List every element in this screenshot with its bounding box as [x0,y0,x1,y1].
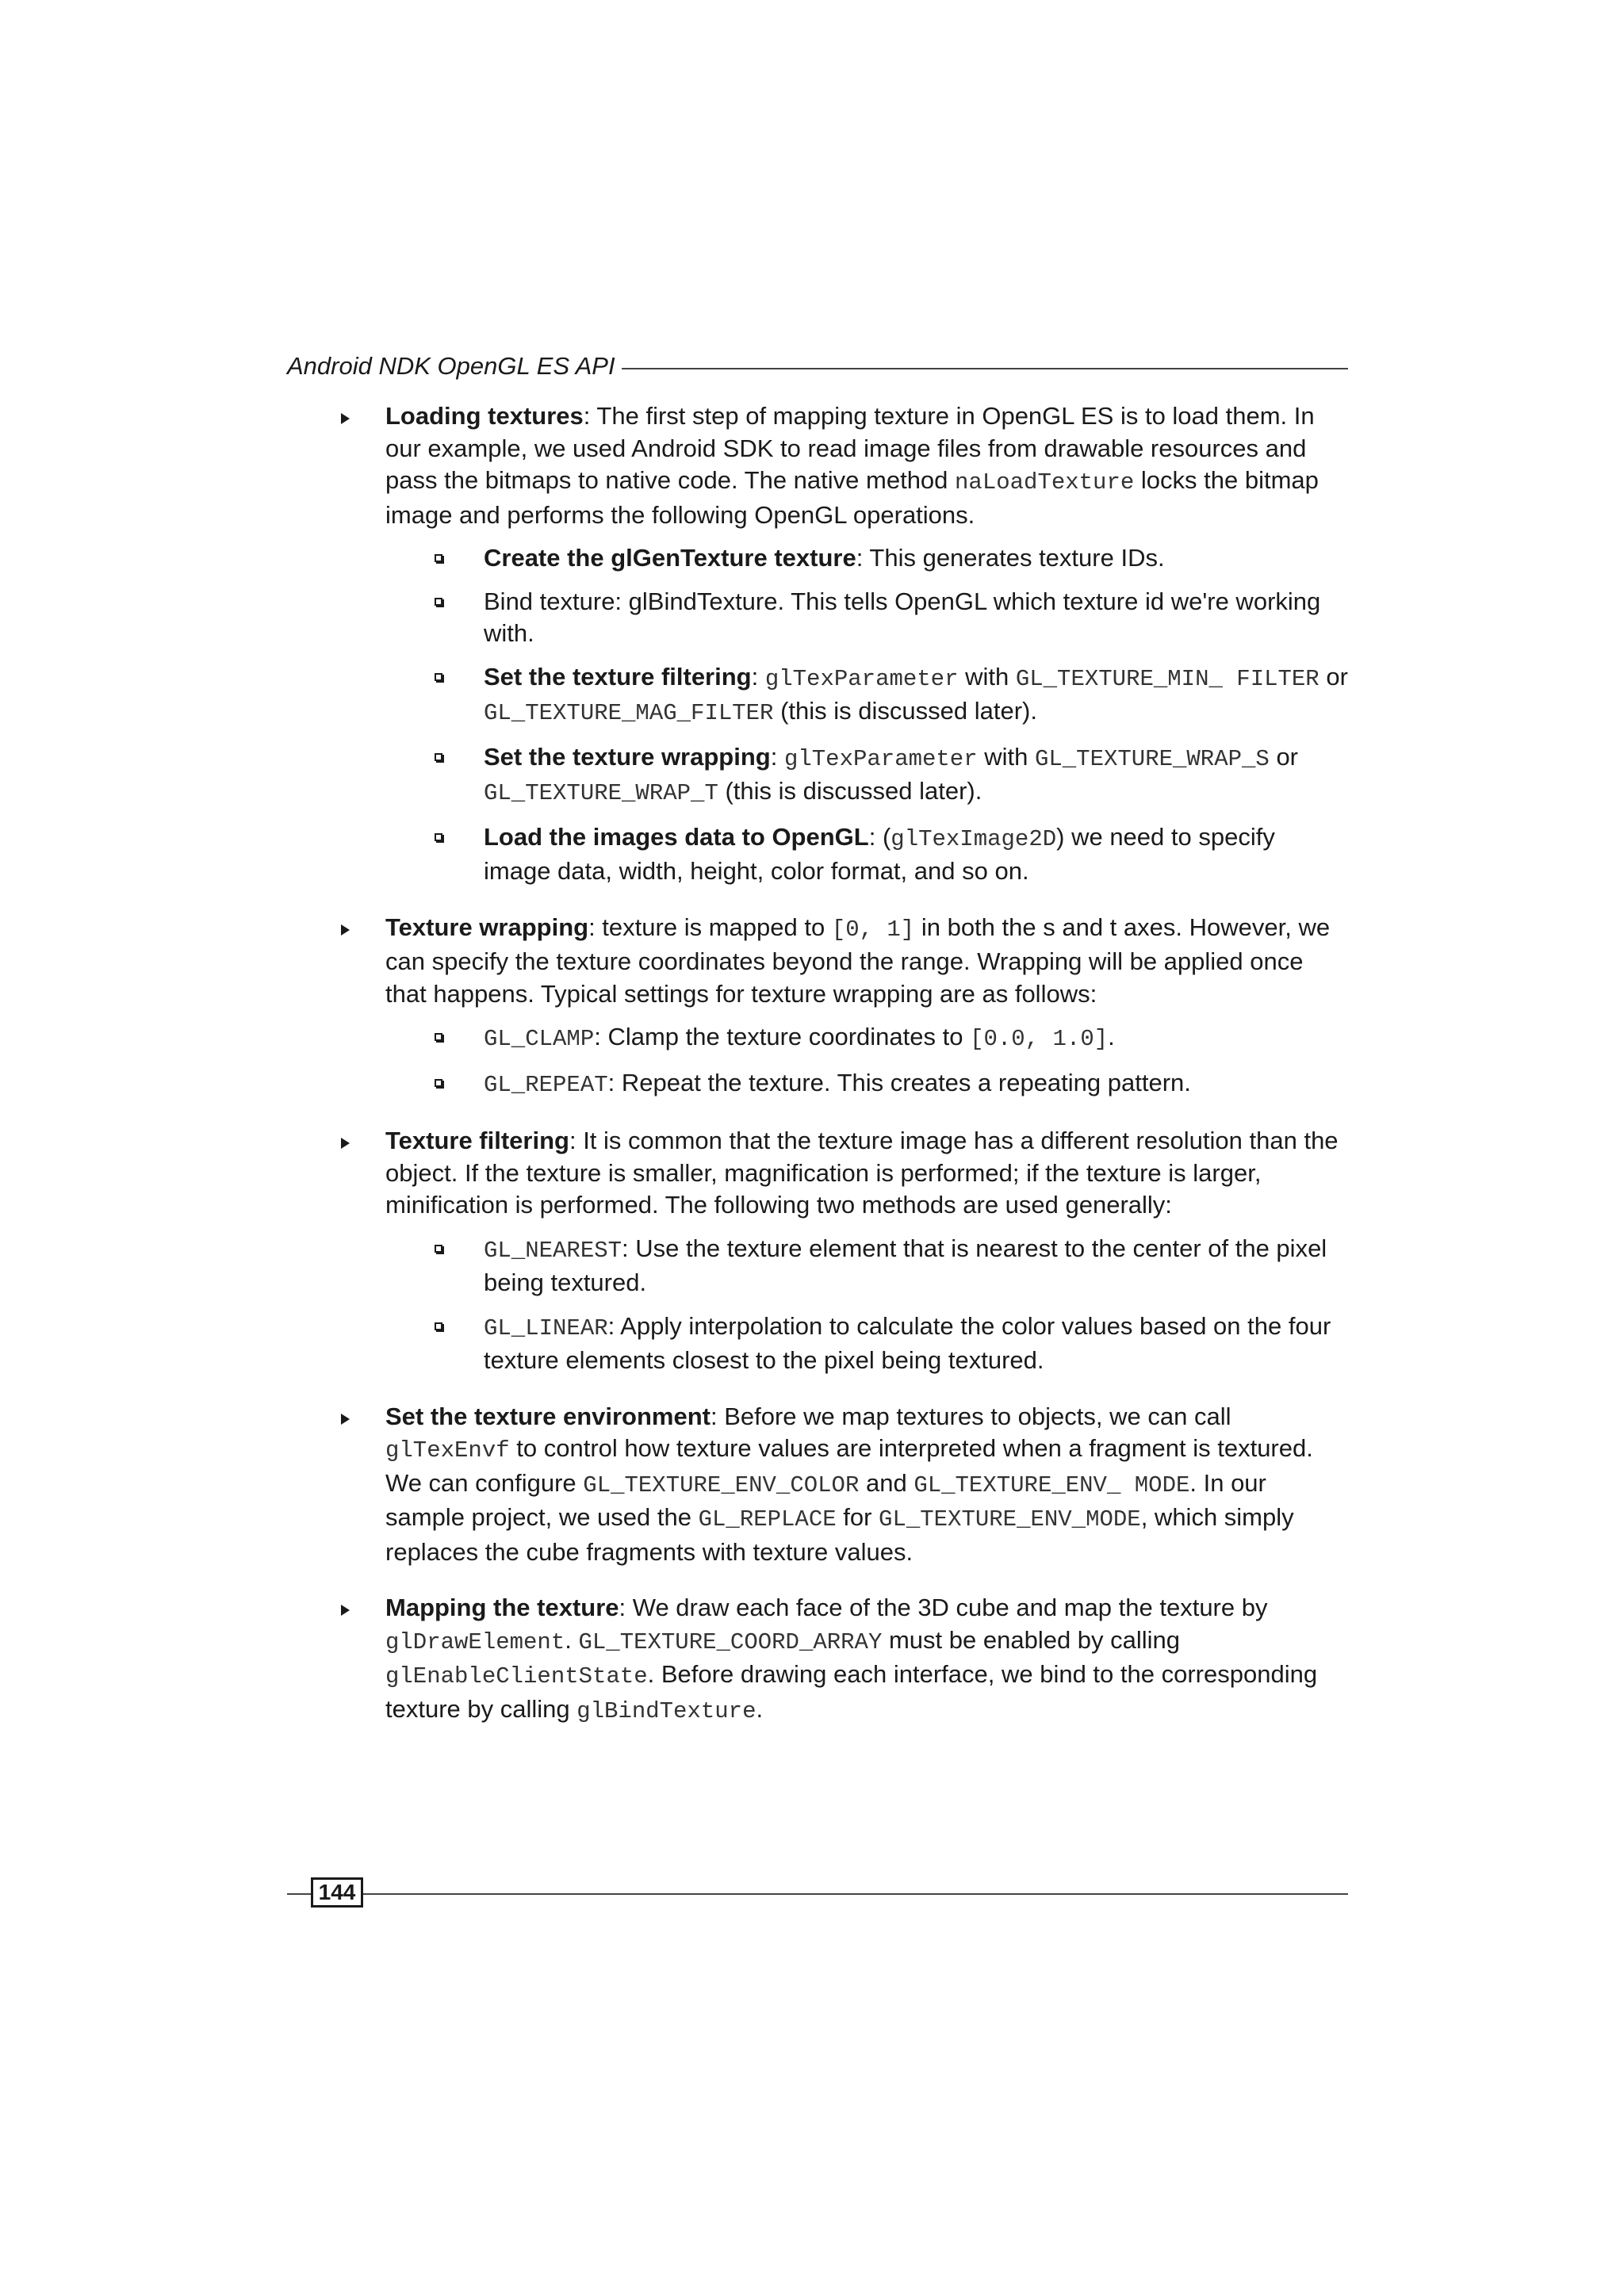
sub-list-item [385,542,1348,575]
inline-code: glEnableClientState [385,1663,648,1689]
bold-term: Mapping the texture [385,1594,619,1621]
text-run: . [565,1625,579,1654]
text-run: : This generates texture IDs. [856,544,1165,572]
inline-code: glDrawElement [385,1628,565,1655]
inline-code: glBindTexture [576,1697,756,1724]
bold-term: Loading textures [385,402,584,430]
text-run: Bind texture: glBindTexture. This tells OpenGL which texture id we're working with. [484,587,1321,647]
text-run: or [1269,742,1299,771]
inline-code: GL_TEXTURE_ENV_MODE [879,1506,1141,1533]
text-run: to control how texture values are interpreted when a fragment is textured. We can configure [385,1434,1313,1497]
inline-code: GL_LINEAR [484,1314,608,1341]
list-item [287,1592,1348,1728]
bold-term: Texture filtering [385,1127,569,1154]
paragraph [385,1592,1348,1728]
text-run: with [977,742,1035,771]
list-item [287,912,1348,1102]
paragraph [385,912,1348,1011]
text-run: : texture is mapped to [588,913,832,941]
triangle-bullet-icon [341,924,350,936]
paragraph [484,586,1348,650]
inline-code: GL_REPEAT [484,1071,608,1098]
square-bullet-icon [435,1033,442,1041]
inline-code: GL_REPLACE [698,1506,837,1533]
list-item [287,1125,1348,1377]
sub-list-item [385,661,1348,730]
text-run: . [1108,1023,1115,1050]
square-bullet-icon [435,1245,442,1253]
sub-list [385,542,1348,888]
paragraph [385,1401,1348,1569]
text-run: : Repeat the texture. This creates a repeating pattern. [607,1068,1191,1096]
text-run: : Apply interpolation to calculate the color values based on the four texture elements closest to the pixel being textured. [484,1311,1331,1374]
sub-list-item [385,586,1348,650]
inline-code: GL_TEXTURE_COORD_ARRAY [578,1628,883,1655]
inline-code: GL_NEAREST [484,1237,622,1264]
inline-code: naLoadTexture [955,469,1135,496]
inline-code: glTexEnvf [385,1437,510,1464]
square-bullet-icon [435,673,442,681]
square-bullet-icon [435,1079,442,1087]
inline-code: glTexParameter [764,665,959,692]
bullet-list [287,400,1348,1751]
square-bullet-icon [435,1322,442,1330]
bold-term: Set the texture wrapping [484,742,771,771]
text-run: : Clamp the texture coordinates to [594,1023,971,1050]
bold-term: Load the images data to OpenGL [484,822,869,851]
page-number: 144 [311,1877,363,1908]
text-run: for [836,1503,879,1531]
text-run: : [770,742,784,771]
paragraph [385,1125,1348,1222]
sub-list-item [385,1233,1348,1299]
text-run: : Before we map textures to objects, we can call [710,1402,1231,1430]
text-run: . In our sample project, we used the [385,1468,1266,1531]
square-bullet-icon [435,554,442,562]
sub-list-item [385,1021,1348,1056]
inline-code: [0.0, 1.0] [970,1026,1109,1052]
inline-code: glTexParameter [783,745,978,772]
text-run: ) we need to specify image data, width, height, color format, and so on. [484,822,1275,885]
paragraph [484,741,1348,810]
running-header [287,349,1348,384]
text-run: or [1319,662,1348,691]
list-item [287,1401,1348,1569]
inline-code: glTexImage2D [891,825,1057,852]
paragraph [484,661,1348,730]
triangle-bullet-icon [341,1414,350,1425]
text-run: locks the bitmap image and performs the following OpenGL operations. [385,466,1319,529]
inline-code: GL_TEXTURE_ENV_ MODE [914,1471,1190,1498]
inline-code: GL_CLAMP [484,1026,595,1052]
square-bullet-icon [435,753,442,761]
inline-code: GL_TEXTURE_WRAP_S [1034,745,1270,772]
text-run: : Use the texture element that is nearest to the center of the pixel being textured. [484,1234,1327,1296]
list-item [287,400,1348,888]
chapter-title: Android NDK OpenGL ES API [287,352,615,380]
triangle-bullet-icon [341,1138,350,1149]
paragraph [484,1311,1348,1377]
footer-rule-right [363,1893,1348,1895]
sub-list [385,1233,1348,1377]
paragraph [484,1067,1348,1102]
text-run: . [756,1694,764,1723]
paragraph [484,1021,1348,1056]
triangle-bullet-icon [341,413,350,424]
inline-code: GL_TEXTURE_MAG_FILTER [484,700,774,726]
sub-list-item [385,1311,1348,1377]
sub-list [385,1021,1348,1101]
paragraph [484,1233,1348,1299]
text-run: , which simply replaces the cube fragments with texture values. [385,1503,1294,1566]
square-bullet-icon [435,833,442,841]
square-bullet-icon [435,598,442,606]
triangle-bullet-icon [341,1605,350,1616]
footer-rule-left [287,1893,311,1895]
sub-list-item [385,741,1348,810]
text-run: (this is discussed later). [773,697,1037,725]
text-run: with [958,662,1016,691]
text-run: : ( [868,822,891,851]
text-run: must be enabled by calling [882,1625,1181,1654]
inline-code: GL_TEXTURE_WRAP_T [484,780,718,806]
inline-code: [0, 1] [831,916,915,943]
paragraph [484,821,1348,888]
text-run: : The first step of mapping texture in OpenGL ES is to load them. In our example, we used Android SDK to read image files from drawable resources and pass the bitmaps to native code. The native method [385,402,1315,494]
text-run: : [751,662,765,691]
sub-list-item [385,1067,1348,1102]
paragraph [385,400,1348,531]
text-run: : We draw each face of the 3D cube and map the texture by [619,1594,1268,1621]
paragraph [484,542,1348,575]
text-run: in both the s and t axes. However, we can specify the texture coordinates beyond the range. Wrapping will be applied once that happens. Typical settings for texture wrapping are as follows: [385,913,1331,1008]
header-rule [622,368,1348,369]
text-run: (this is discussed later). [718,777,982,805]
text-run: and [859,1468,914,1497]
text-run: . Before drawing each interface, we bind to the corresponding texture by calling [385,1660,1318,1723]
bold-term: Set the texture environment [385,1402,710,1430]
bold-term: Create the glGenTexture texture [484,544,856,572]
bold-term: Texture wrapping [385,913,589,941]
sub-list-item [385,821,1348,888]
bold-term: Set the texture filtering [484,662,752,691]
inline-code: GL_TEXTURE_MIN_ FILTER [1015,665,1320,692]
inline-code: GL_TEXTURE_ENV_COLOR [583,1471,860,1498]
text-run: : It is common that the texture image has a different resolution than the object. If the texture is smaller, magnification is performed; if the texture is larger, minification is performed. The following two methods are used generally: [385,1127,1339,1219]
page-footer [287,1876,1348,1911]
